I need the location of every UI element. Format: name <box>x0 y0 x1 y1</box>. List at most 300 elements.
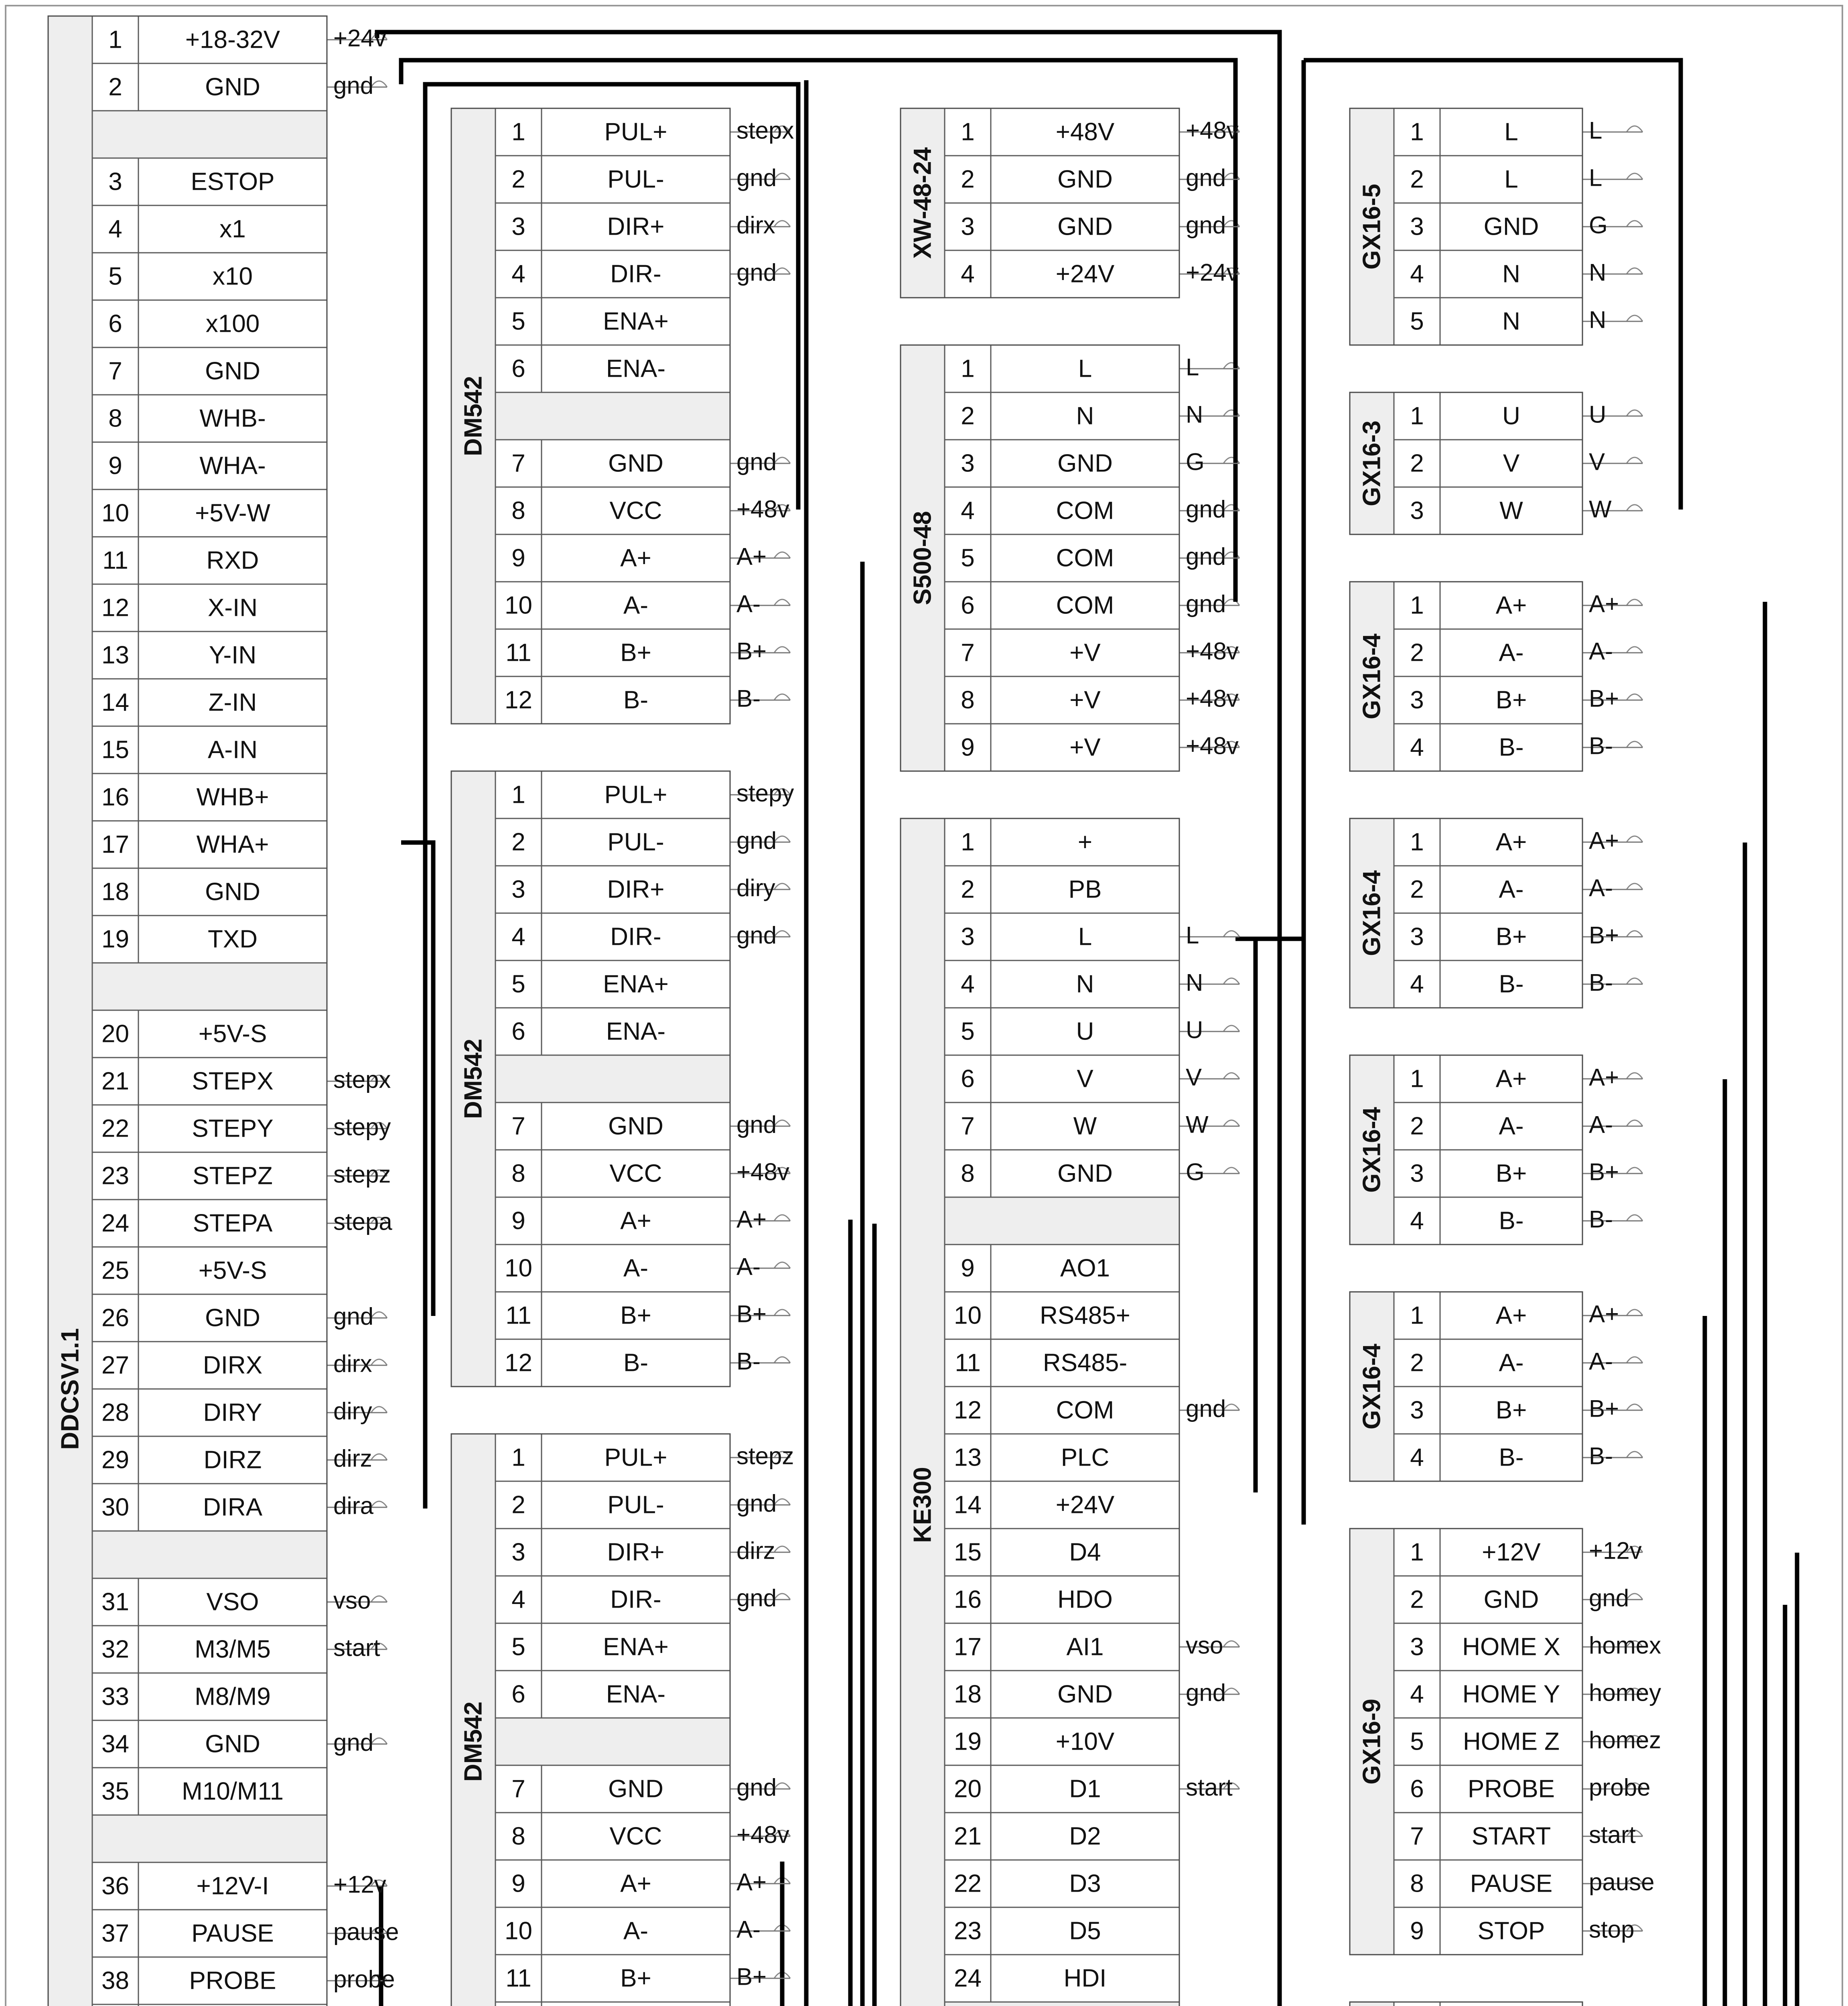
net-label: stepy <box>333 1113 391 1141</box>
pin-number: 8 <box>108 404 122 432</box>
pin-name: D4 <box>1069 1538 1101 1566</box>
pin-name: WHA- <box>199 452 266 480</box>
pin-row <box>945 1907 1179 1955</box>
pin-number: 1 <box>1410 1538 1424 1566</box>
pin-name: A+ <box>620 544 651 572</box>
pin-name: ENA+ <box>603 307 669 335</box>
net-label: gnd <box>1589 1584 1629 1612</box>
pin-name: PROBE <box>189 1967 276 1995</box>
net-label: A- <box>1589 1111 1613 1138</box>
pin-number: 7 <box>511 1112 525 1140</box>
net-label: gnd <box>736 827 777 854</box>
net-label: gnd <box>1186 1395 1226 1422</box>
pin-number: 8 <box>511 1822 525 1850</box>
net-label: stepy <box>736 780 794 807</box>
net-label: dirz <box>333 1445 372 1472</box>
net-label: +48v <box>736 1158 789 1186</box>
pin-row <box>945 1481 1179 1529</box>
pin-name: GND <box>1483 1586 1539 1614</box>
net-label: B+ <box>736 1963 767 1990</box>
pin-name: B+ <box>620 639 651 667</box>
pin-name: DIRX <box>203 1351 263 1379</box>
pin-number: 2 <box>511 828 525 856</box>
pin-row <box>92 1010 327 1058</box>
pin-number: 37 <box>101 1919 129 1947</box>
pin-name: L <box>1078 923 1092 951</box>
net-label: A+ <box>736 543 767 570</box>
pin-name: GND <box>608 1775 663 1803</box>
pin-name: M10/M11 <box>182 1777 284 1805</box>
pin-number: 10 <box>101 499 129 527</box>
pin-name: VSO <box>206 1588 259 1616</box>
net-label: start <box>1186 1774 1233 1801</box>
pin-number: 8 <box>961 1159 975 1188</box>
block-gx16-9 <box>1350 1529 1661 1955</box>
pin-name: A+ <box>1495 1301 1527 1330</box>
pin-name: VCC <box>609 1159 662 1188</box>
pin-name: WHB- <box>199 404 266 432</box>
pin-number: 4 <box>1410 260 1424 288</box>
pin-row <box>92 774 327 821</box>
pin-row <box>945 1576 1179 1623</box>
pin-number: 9 <box>1410 1917 1424 1945</box>
net-label: gnd <box>1186 211 1226 239</box>
pin-name: ENA- <box>606 1680 666 1708</box>
pin-name: D2 <box>1069 1822 1101 1850</box>
pin-number: 11 <box>102 546 128 575</box>
pin-row <box>945 1955 1179 2002</box>
pin-name: DIRA <box>203 1493 263 1521</box>
net-label: N <box>1186 969 1203 996</box>
pin-number: 19 <box>954 1728 982 1756</box>
pin-number: 21 <box>954 1822 982 1850</box>
pin-name: W <box>1073 1112 1097 1140</box>
net-label: +48v <box>1186 685 1239 712</box>
pin-name: HOME Y <box>1462 1680 1560 1708</box>
pin-number: 23 <box>101 1162 129 1190</box>
net-label: pause <box>1589 1868 1655 1896</box>
pin-number: 1 <box>511 781 525 809</box>
net-label: U <box>1186 1016 1203 1044</box>
pin-number: 1 <box>1410 118 1424 146</box>
pin-number: 4 <box>1410 733 1424 761</box>
pin-number: 38 <box>101 1967 129 1995</box>
pin-number: 6 <box>511 355 525 383</box>
pin-number: 3 <box>511 875 525 904</box>
net-label: dirz <box>736 1537 775 1564</box>
pin-name: +V <box>1069 686 1101 714</box>
net-label: W <box>1589 495 1612 523</box>
pin-name: +12V-I <box>196 1872 269 1900</box>
pin-number: 2 <box>108 73 122 101</box>
pin-name: V <box>1503 449 1520 477</box>
pin-row <box>92 253 327 300</box>
net-label: +48v <box>736 495 789 523</box>
pin-name: GND <box>1057 1159 1113 1188</box>
net-label: gnd <box>736 1774 777 1801</box>
pin-number: 15 <box>101 736 129 764</box>
pin-name: +V <box>1069 639 1101 667</box>
pin-name: AI1 <box>1066 1633 1104 1661</box>
pin-number: 1 <box>1410 402 1424 430</box>
pin-number: 2 <box>1410 1586 1424 1614</box>
pin-name: WHA+ <box>196 830 269 859</box>
net-label: gnd <box>1186 543 1226 570</box>
pin-group-spacer <box>495 392 730 440</box>
pin-name: +18-32V <box>185 26 280 54</box>
pin-name: A- <box>623 591 648 619</box>
pin-name: B+ <box>620 1301 651 1330</box>
net-label: gnd <box>736 164 777 191</box>
pin-number: 15 <box>954 1538 982 1566</box>
pin-name: A- <box>1499 1112 1524 1140</box>
pin-number: 7 <box>511 449 525 477</box>
pin-row <box>945 1339 1179 1387</box>
pin-name: D1 <box>1069 1775 1101 1803</box>
pin-name: D3 <box>1069 1870 1101 1898</box>
pin-row <box>92 868 327 916</box>
net-label: U <box>1589 401 1607 428</box>
pin-name: x100 <box>205 310 260 338</box>
pin-row <box>92 158 327 205</box>
pin-name: B- <box>1499 1207 1524 1235</box>
net-label: vso <box>1186 1632 1223 1659</box>
pin-number: 11 <box>955 1349 981 1377</box>
pin-name: VCC <box>609 497 662 525</box>
pin-number: 7 <box>511 1775 525 1803</box>
pin-number: 21 <box>101 1067 129 1095</box>
pin-name: x10 <box>213 262 253 290</box>
net-label: N <box>1186 401 1203 428</box>
pin-name-cell <box>542 2002 730 2006</box>
pin-name: B- <box>1499 733 1524 761</box>
pin-row <box>495 1623 730 1671</box>
pin-name: PUL- <box>607 1491 664 1519</box>
pin-row <box>92 584 327 631</box>
pin-name: STEPZ <box>193 1162 273 1190</box>
net-label: A- <box>1589 1348 1613 1375</box>
pin-number: 6 <box>1410 1775 1424 1803</box>
pin-name: PLC <box>1061 1444 1110 1472</box>
net-label: stop <box>1589 1916 1635 1943</box>
pin-number: 6 <box>511 1680 525 1708</box>
pin-name: +24V <box>1055 1491 1115 1519</box>
net-label: A- <box>1589 874 1613 901</box>
pin-number: 4 <box>511 1586 525 1614</box>
net-label: pause <box>333 1918 399 1945</box>
pin-name: AO1 <box>1060 1254 1110 1282</box>
pin-name: PUL+ <box>604 118 667 146</box>
pin-number-cell <box>495 2002 542 2006</box>
pin-name: U <box>1076 1017 1094 1046</box>
pin-name: PB <box>1068 875 1102 904</box>
pin-name: DIR- <box>610 260 661 288</box>
pin-number: 3 <box>961 213 975 241</box>
pin-name: GND <box>205 878 260 906</box>
pin-name: B+ <box>1495 1396 1527 1424</box>
pin-number: 1 <box>961 118 975 146</box>
pin-number: 16 <box>101 783 129 811</box>
pin-number: 18 <box>954 1680 982 1708</box>
pin-number: 22 <box>101 1115 129 1143</box>
pin-number: 11 <box>505 639 531 667</box>
net-label: +12v <box>333 1871 386 1898</box>
pin-number: 14 <box>954 1491 982 1519</box>
pin-row <box>945 866 1179 913</box>
pin-name: GND <box>1057 449 1113 477</box>
pin-number: 16 <box>954 1586 982 1614</box>
pin-number: 13 <box>101 641 129 669</box>
pin-number: 1 <box>961 828 975 856</box>
net-label: A- <box>736 590 761 617</box>
pin-number: 33 <box>101 1683 129 1711</box>
net-label: stepa <box>333 1208 392 1235</box>
pin-name: STEPA <box>193 1209 273 1237</box>
pin-name: +10V <box>1055 1728 1115 1756</box>
pin-row <box>92 1247 327 1294</box>
pin-name: PUL+ <box>604 1444 667 1472</box>
net-label: gnd <box>1186 590 1226 617</box>
pin-group-spacer <box>92 111 327 158</box>
net-label: gnd <box>333 72 374 99</box>
net-label: A+ <box>736 1868 767 1896</box>
pin-number: 8 <box>511 497 525 525</box>
pin-number: 11 <box>505 1301 531 1330</box>
pin-name: HOME Z <box>1463 1728 1560 1756</box>
pin-name: B- <box>1499 970 1524 998</box>
pin-number: 23 <box>954 1917 982 1945</box>
pin-name: HOME X <box>1462 1633 1560 1661</box>
net-label: +12v <box>1589 1537 1642 1564</box>
net-label: gnd <box>736 448 777 475</box>
net-label: A- <box>736 1253 761 1280</box>
pin-row <box>92 537 327 584</box>
pin-number: 27 <box>101 1351 129 1379</box>
pin-number: 4 <box>1410 970 1424 998</box>
net-label: G <box>1589 211 1608 239</box>
pin-name: X-IN <box>208 594 258 622</box>
pin-name: PAUSE <box>191 1919 274 1947</box>
pin-number: 6 <box>961 1065 975 1093</box>
pin-number: 8 <box>511 1159 525 1188</box>
pin-number: 35 <box>101 1777 129 1805</box>
pin-name: GND <box>205 357 260 385</box>
pin-number: 1 <box>1410 591 1424 619</box>
pin-number: 5 <box>1410 1728 1424 1756</box>
net-label: homex <box>1589 1632 1661 1659</box>
net-label: B+ <box>1589 1158 1619 1186</box>
pin-number: 1 <box>108 26 122 54</box>
pin-row <box>92 205 327 253</box>
pin-number: 4 <box>1410 1680 1424 1708</box>
net-label: +48v <box>1186 638 1239 665</box>
pin-name: ENA- <box>606 355 666 383</box>
pin-name: A- <box>1499 1349 1524 1377</box>
pin-name: N <box>1076 402 1094 430</box>
block-gx16-3 <box>1350 392 1643 534</box>
pin-row <box>92 631 327 679</box>
pin-number: 4 <box>511 923 525 951</box>
net-label: +48v <box>736 1821 789 1848</box>
net-label: +24v <box>333 24 386 52</box>
pin-row <box>92 821 327 868</box>
pin-name: +24V <box>1055 260 1115 288</box>
pin-name: ENA- <box>606 1017 666 1046</box>
pin-number: 9 <box>108 452 122 480</box>
pin-number: 3 <box>1410 1159 1424 1188</box>
pin-number: 10 <box>505 1254 532 1282</box>
pin-number: 30 <box>101 1493 129 1521</box>
pin-number: 8 <box>1410 1870 1424 1898</box>
net-label: homey <box>1589 1679 1661 1706</box>
pin-name: GND <box>1057 213 1113 241</box>
pin-number: 11 <box>505 1964 531 1992</box>
pin-number: 9 <box>511 1870 525 1898</box>
net-label: B- <box>736 1348 761 1375</box>
pin-name: V <box>1077 1065 1093 1093</box>
pin-number: 13 <box>954 1444 982 1472</box>
net-label: B+ <box>736 638 767 665</box>
pin-name: COM <box>1056 1396 1114 1424</box>
pin-number: 19 <box>101 925 129 953</box>
pin-number: 2 <box>961 875 975 904</box>
pin-name: RS485- <box>1043 1349 1128 1377</box>
pin-row <box>945 1292 1179 1339</box>
pin-name: GND <box>205 1730 260 1758</box>
block-title: DDCSV1.1 <box>56 1328 84 1450</box>
pin-number: 3 <box>1410 923 1424 951</box>
net-label: B+ <box>736 1300 767 1328</box>
pin-name: DIRZ <box>203 1446 262 1474</box>
net-label: probe <box>1589 1774 1651 1801</box>
pin-row <box>945 1813 1179 1860</box>
pin-number: 17 <box>101 830 129 859</box>
pin-name: COM <box>1056 497 1114 525</box>
net-label: diry <box>333 1397 372 1425</box>
net-label: gnd <box>736 1584 777 1612</box>
pin-number: 25 <box>101 1257 129 1285</box>
pin-number: 29 <box>101 1446 129 1474</box>
pin-number: 10 <box>505 591 532 619</box>
pin-number: 12 <box>505 1349 532 1377</box>
pin-number: 7 <box>1410 1822 1424 1850</box>
pin-name: TXD <box>208 925 258 953</box>
pin-number: 1 <box>1410 1301 1424 1330</box>
pin-number: 36 <box>101 1872 129 1900</box>
pin-name: A+ <box>620 1870 651 1898</box>
pin-row <box>92 489 327 537</box>
pin-name: N <box>1502 260 1520 288</box>
block-title: GX16-5 <box>1358 184 1386 270</box>
pin-number: 12 <box>505 686 532 714</box>
pin-name: GND <box>608 449 663 477</box>
pin-name: DIR- <box>610 1586 661 1614</box>
pin-name: +48V <box>1055 118 1115 146</box>
pin-number: 20 <box>954 1775 982 1803</box>
net-label: B- <box>736 685 761 712</box>
pin-name: x1 <box>219 215 246 243</box>
net-label: dirx <box>736 211 775 239</box>
pin-name: N <box>1076 970 1094 998</box>
pin-name: RXD <box>206 546 259 575</box>
pin-name: + <box>1077 828 1093 856</box>
pin-name: GND <box>205 73 260 101</box>
pin-name: DIR+ <box>607 213 665 241</box>
pin-number: 3 <box>1410 1633 1424 1661</box>
net-label: homez <box>1589 1726 1661 1754</box>
net-label: A+ <box>1589 590 1619 617</box>
pin-name: A+ <box>620 1207 651 1235</box>
pin-name: PUL- <box>607 165 664 193</box>
pin-name: A+ <box>1495 591 1527 619</box>
pin-name: L <box>1078 355 1092 383</box>
pin-name: HDI <box>1063 1964 1107 1992</box>
pin-number: 2 <box>511 165 525 193</box>
pin-number: 34 <box>101 1730 129 1758</box>
pin-group-spacer <box>945 2002 1179 2006</box>
pin-name: B+ <box>1495 923 1527 951</box>
pin-number: 18 <box>101 878 129 906</box>
pin-name: DIR+ <box>607 875 665 904</box>
pin-name: U <box>1502 402 1520 430</box>
net-label: L <box>1589 117 1603 144</box>
pin-number: 4 <box>1410 1207 1424 1235</box>
pin-number: 1 <box>1410 828 1424 856</box>
pin-row <box>495 345 730 392</box>
block-title: GX16-4 <box>1358 870 1386 956</box>
pin-number: 6 <box>108 310 122 338</box>
pin-name: L <box>1504 118 1518 146</box>
pin-name: COM <box>1056 591 1114 619</box>
pin-row <box>945 1245 1179 1292</box>
pin-name: DIR+ <box>607 1538 665 1566</box>
pin-name: PUL+ <box>604 781 667 809</box>
pin-number: 7 <box>961 639 975 667</box>
pin-name: START <box>1471 1822 1551 1850</box>
pin-number: 6 <box>511 1017 525 1046</box>
block-label-column <box>48 16 92 2006</box>
pin-number: 4 <box>961 260 975 288</box>
pin-row <box>92 300 327 347</box>
net-label: vso <box>333 1587 371 1614</box>
net-label: start <box>1589 1821 1636 1848</box>
pin-number: 31 <box>101 1588 129 1616</box>
pin-name: ENA+ <box>603 1633 669 1661</box>
pin-number: 12 <box>954 1396 982 1424</box>
net-label: diry <box>736 874 775 901</box>
pin-number: 2 <box>1410 875 1424 904</box>
pin-number: 5 <box>1410 307 1424 335</box>
pin-number: 5 <box>961 1017 975 1046</box>
pin-name: +5V-S <box>198 1020 267 1048</box>
pin-number: 5 <box>108 262 122 290</box>
pin-number: 2 <box>961 402 975 430</box>
pin-number: 4 <box>961 970 975 998</box>
net-label: +48v <box>1186 732 1239 759</box>
block-title: S500-48 <box>909 511 937 605</box>
net-label: A+ <box>1589 827 1619 854</box>
net-label: L <box>1186 353 1199 381</box>
pin-number: 9 <box>961 1254 975 1282</box>
pin-name: B+ <box>1495 686 1527 714</box>
block-title: GX16-9 <box>1358 1699 1386 1785</box>
pin-name: STEPY <box>192 1115 274 1143</box>
pin-name: A+ <box>1495 828 1527 856</box>
net-label: gnd <box>736 259 777 286</box>
pin-name: WHB+ <box>196 783 269 811</box>
pin-row <box>92 395 327 442</box>
net-label: start <box>333 1634 380 1661</box>
